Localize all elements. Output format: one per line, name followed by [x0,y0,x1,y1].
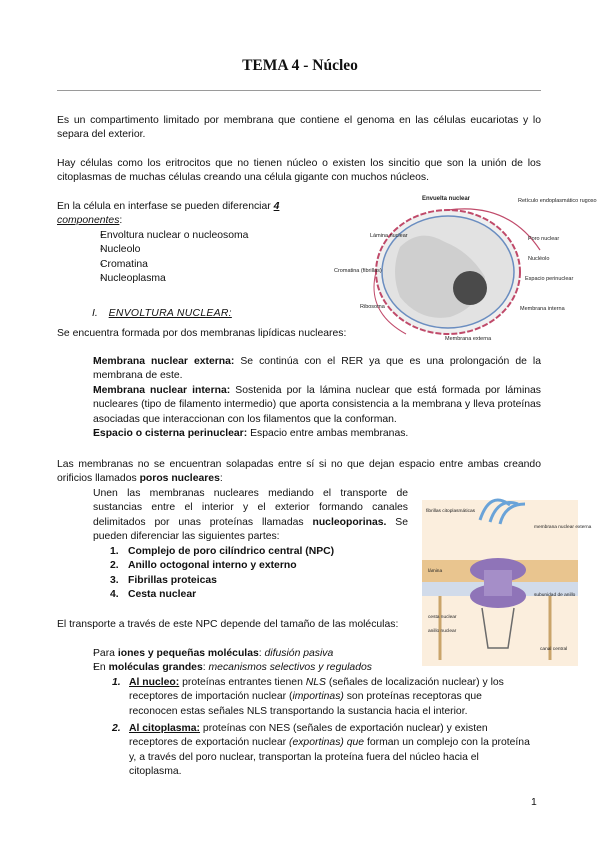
list-item [74,384,541,427]
import-number: 1. [112,677,121,688]
definition: Sostenida por la lámina nuclear que está formada por láminas nucleares (tipo de filamento intermedio) que aporta consistencia a la membrana y lleva proteínas asociadas que interaccionan con los filamentos que la conforman. [93,384,542,425]
label-poro: Poro nuclear [528,236,560,242]
nls-term: NLS [305,677,326,688]
transport-lead [57,618,408,632]
components-colon: : [119,215,123,227]
pores-term: poros nucleares [139,473,220,485]
list-item [80,258,300,272]
pore-part: Fibrillas proteicas [128,574,217,586]
import-text-2: (señales de localización nuclear) y los receptores de importación nuclear ( [129,677,504,703]
components-lead: En la célula en interfase se pueden diferenciar [57,201,274,212]
label-anillo: anillo nuclear [428,629,457,634]
label-ribosoma: Ribosoma [360,304,385,310]
label-lamina: Lámina nuclear [370,233,408,239]
label-nucleolo: Nucléolo [528,256,550,262]
pores-text: Las membranas no se encuentran solapadas entre sí si no que dejan espacio entre ambas creando orificios llamados [57,459,541,485]
label-cesta: cesta nuclear [428,615,457,620]
small-mechanism: difusión pasiva [264,648,334,659]
term: Espacio o cisterna perinuclear: [93,428,248,440]
pore-part: Complejo de poro cilíndrico central (NPC) [128,546,335,557]
label-membrana: membrana nuclear externa [534,525,592,530]
large-colon: : [202,662,209,674]
section-lead-text: Se encuentra formada por dos membranas lipídicas nucleares: [57,328,347,339]
label-cromatina: Cromatina (fibrillas) [334,268,382,274]
list-item [74,647,414,661]
large-term: moléculas grandes [108,662,203,674]
list-item [74,427,541,441]
export-item [112,722,532,780]
list-item [74,661,414,675]
label-mem-interna: Membrana interna [520,306,565,312]
export-text-2: forman un complejo con la proteína y, a través del poro nuclear, transportan la proteína fuera del núcleo hacia el citoplasma. [129,737,530,778]
component-1: Envoltura nuclear o nucleosoma [100,230,249,241]
label-espacio: Espacio perinuclear [525,276,574,282]
label-lamina: lámina [428,569,443,574]
small-colon: : [258,648,265,659]
pores-detail-text: Unen las membranas nucleares mediando el transporte de sustancias entre el interior y el exterior formando canales delimitados por unas proteínas llamadas [93,488,408,528]
pores-detail-end: Se pueden diferenciar las siguientes partes: [93,516,408,543]
intro-paragraph-1 [57,114,541,143]
transport-list [74,647,414,676]
nucleus-diagram [330,192,597,352]
import-heading: Al nucleo: [129,677,180,688]
pore-part: Anillo octogonal interno y externo [128,560,297,572]
large-lead: En [93,662,109,674]
pores-paragraph [57,458,541,487]
intro-paragraph-2 [57,157,541,186]
definition: Espacio entre ambas membranas. [247,428,409,440]
pore-parts-list [110,545,410,603]
export-number: 2. [112,723,121,734]
section-numeral: I. [92,308,98,319]
component-3: Cromatina [100,258,148,270]
components-intro [57,200,307,229]
small-term: iones y pequeñas moléculas [117,648,259,659]
section-lead [57,327,367,341]
large-mechanism: mecanismos selectivos y regulados [208,662,372,674]
list-item: 2. Anillo octogonal interno y externo [110,560,297,572]
label-mem-externa: Membrana externa [445,336,492,342]
components-list [80,229,300,287]
list-item [80,229,300,243]
pores-colon: : [219,473,223,485]
label-fibrillas: fibrillas citoplasmáticas [426,509,476,514]
pore-part: Cesta nuclear [128,589,197,601]
page-title: TEMA 4 - Núcleo [242,57,358,74]
label-subunidad: subunidad de anillo [534,593,576,598]
export-text-1: proteínas con NES (señales de exportación nuclear) y existen receptores de exportación nuclear [129,723,488,749]
importins-term: importinas) [292,691,344,703]
nucleoporins-term: nucleoporinas. [312,516,387,528]
membrane-list [74,355,541,441]
export-heading: Al citoplasma: [129,723,201,734]
section-heading [92,307,312,321]
import-text-1: proteínas entrantes tienen [179,677,306,688]
label-envuelta: Envuelta nuclear [422,196,471,202]
list-item: 1. Complejo de poro cilíndrico central (NPC) [110,546,335,557]
term: Membrana nuclear externa: [93,356,235,367]
transport-lead-text: El transporte a través de este NPC depende del tamaño de las moléculas: [57,619,399,630]
import-item [112,676,532,719]
label-canal: canal central [540,647,568,652]
title-divider [57,90,541,91]
definition: Se continúa con el RER ya que es una prolongación de la membrana de este. [93,356,541,382]
components-label: componentes [57,215,120,227]
list-item: 3. Fibrillas proteicas [110,574,217,586]
intro-text-1: Es un compartimento limitado por membrana que contiene el genoma en las células eucariotas y lo separa del exterior. [57,115,541,141]
component-4: Nucleoplasma [100,273,166,285]
list-item [80,272,300,286]
small-lead: Para [93,648,118,659]
label-reticulo: Retículo endoplasmático rugoso [518,198,597,204]
intro-text-2: Hay células como los eritrocitos que no tienen núcleo o existen los sincitio que son la unión de los citoplasmas de muchas células creando una célula gigante con muchos núcleos. [57,158,541,184]
exportins-term: (exportinas) que [289,737,365,749]
list-item [74,355,541,384]
term: Membrana nuclear interna: [93,384,231,396]
components-count: 4 [273,201,280,212]
component-2: Nucleolo [100,244,141,256]
list-item [80,243,300,257]
section-title: ENVOLTURA NUCLEAR: [108,308,232,319]
page-number: 1 [531,797,537,808]
nuclear-pore-diagram [420,500,592,668]
list-item: 4. Cesta nuclear [110,589,197,601]
import-text-3: son proteínas receptoras que reconocen estas señales NLS transportando la sustancia hacia el interior. [129,691,482,717]
pores-detail [93,487,408,545]
